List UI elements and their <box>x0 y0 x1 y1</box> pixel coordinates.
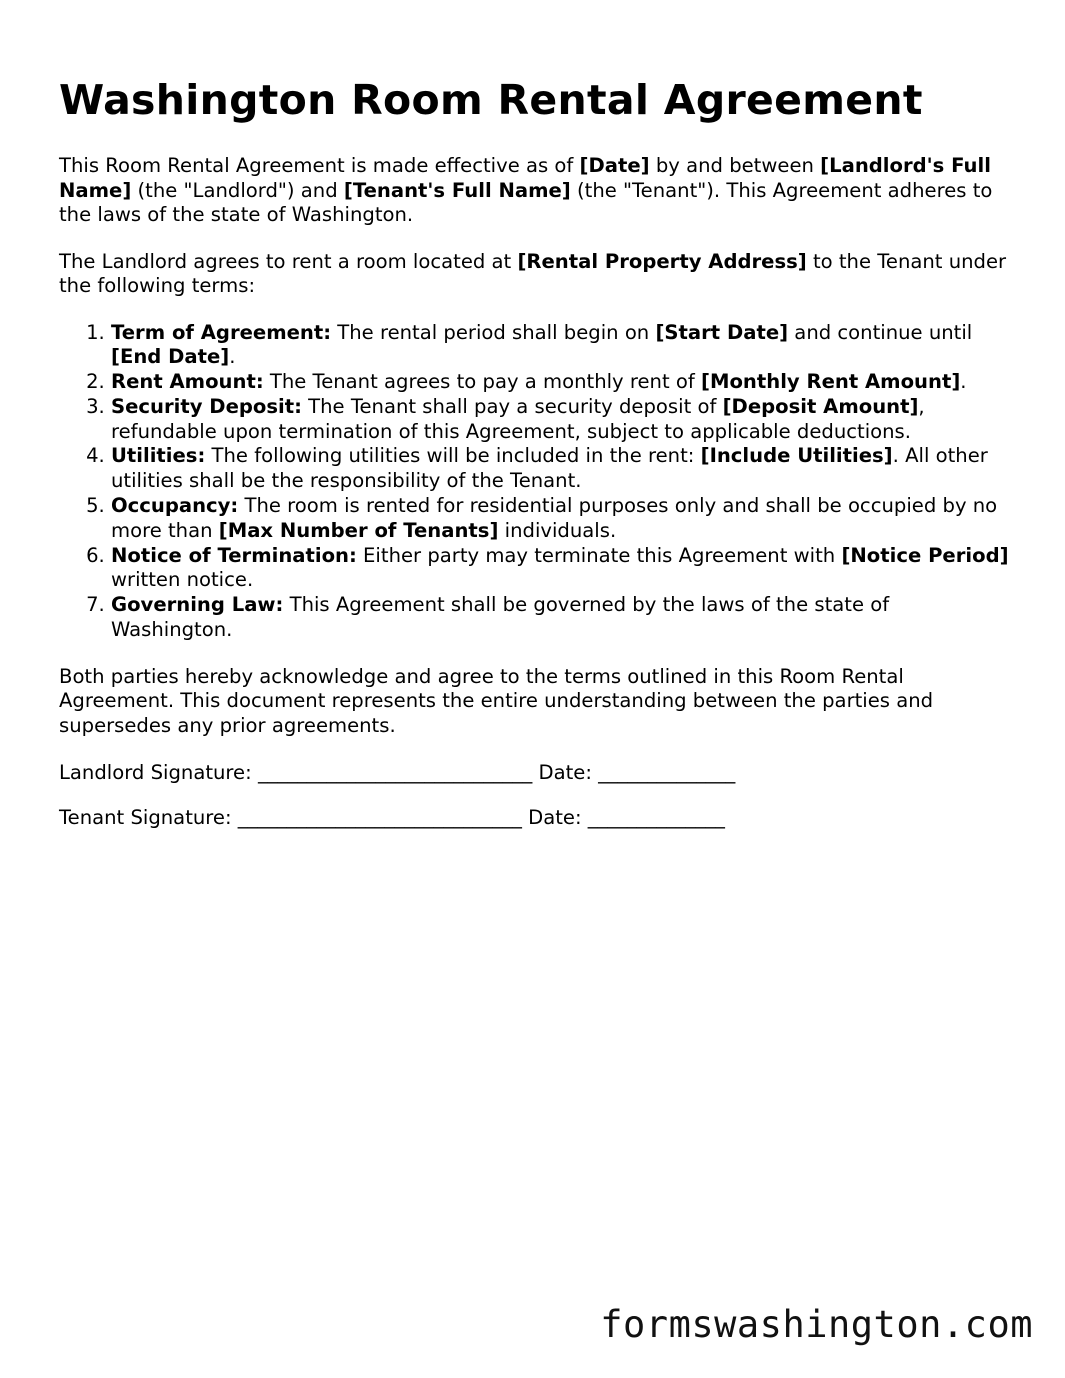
start-date-placeholder: [Start Date] <box>655 320 789 344</box>
footer-site-name: formswashington.com <box>600 1303 1033 1346</box>
deposit-amount-placeholder: [Deposit Amount] <box>722 394 919 418</box>
terms-list <box>59 321 1009 643</box>
property-paragraph: The Landlord agrees to rent a room located at [Rental Property Address] to the Tenant under the following terms: <box>59 249 1007 297</box>
occupancy-item: 5. Occupancy: The room is rented for residential purposes only and shall be occupied by no more than [Max Number of Tenants] individuals. <box>111 494 1009 544</box>
address-placeholder: [Rental Property Address] <box>517 249 807 273</box>
document-page <box>59 76 1009 850</box>
document-title: Washington Room Rental Agreement <box>59 76 923 124</box>
governing-law-item: 7. Governing Law: This Agreement shall be governed by the laws of the state of Washington. <box>111 593 1009 643</box>
intro-paragraph: This Room Rental Agreement is made effective as of [Date] by and between [Landlord's Full Name] (the "Landlord") and [Tenant's Full Name] (the "Tenant"). This Agreement adheres to the laws of the state of Washington. <box>59 154 993 226</box>
term-of-agreement-item: 1. Term of Agreement: The rental period shall begin on [Start Date] and continue until [End Date]. <box>111 321 1009 371</box>
notice-period-placeholder: [Notice Period] <box>841 543 1009 567</box>
rent-amount-item: 2. Rent Amount: The Tenant agrees to pay a monthly rent of [Monthly Rent Amount]. <box>111 370 1009 395</box>
tenant-name-placeholder: [Tenant's Full Name] <box>343 178 571 202</box>
date-placeholder: [Date] <box>579 154 650 177</box>
landlord-name-placeholder: [Landlord's Full Name] <box>59 154 991 202</box>
utilities-placeholder: [Include Utilities] <box>700 444 893 468</box>
max-tenants-placeholder: [Max Number of Tenants] <box>218 518 499 542</box>
utilities-item: 4. Utilities: The following utilities will be included in the rent: [Include Utilities]. All other utilities shall be the responsibility of the Tenant. <box>111 444 1009 494</box>
tenant-signature-line: Tenant Signature: _____________________________ Date: ______________ <box>59 806 725 830</box>
security-deposit-item: 3. Security Deposit: The Tenant shall pay a security deposit of [Deposit Amount], refundable upon termination of this Agreement, subject to applicable deductions. <box>111 395 1009 445</box>
closing-paragraph: Both parties hereby acknowledge and agree to the terms outlined in this Room Rental Agreement. This document represents the entire understanding between the parties and supersedes any prior agreements. <box>59 664 934 737</box>
monthly-rent-placeholder: [Monthly Rent Amount] <box>701 370 961 394</box>
landlord-signature-line: Landlord Signature: ____________________________ Date: ______________ <box>59 761 736 785</box>
end-date-placeholder: [End Date] <box>111 345 230 369</box>
notice-of-termination-item: 6. Notice of Termination: Either party may terminate this Agreement with [Notice Period] written notice. <box>111 544 1009 594</box>
